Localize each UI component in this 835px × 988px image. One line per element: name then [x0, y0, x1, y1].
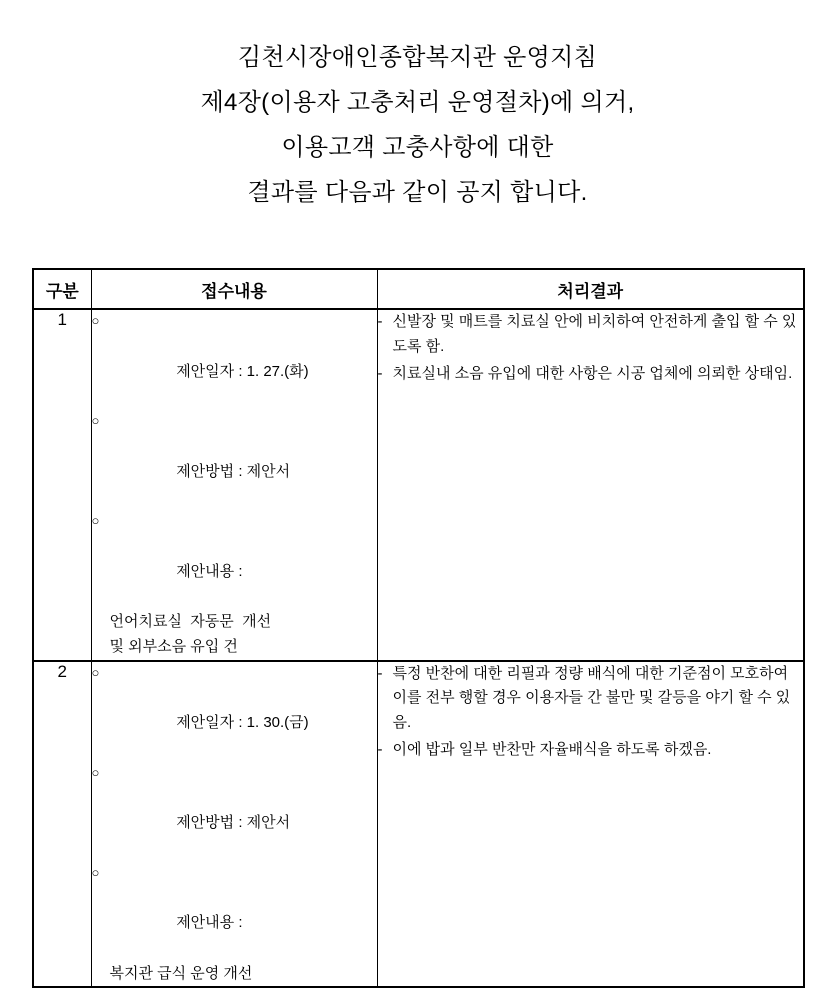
page-title — [0, 0, 835, 205]
list-item — [92, 510, 377, 609]
table-row — [33, 661, 804, 988]
column-header-result: 처리결과 — [377, 269, 804, 309]
list-item-label: 특정 반찬에 대한 리필과 정량 배식에 대한 기준점이 모호하여 이를 전부 행할 경우 이용자들 간 불만 및 갈등을 야기 할 수 있음. — [392, 664, 791, 731]
dash-bullet-icon: - — [377, 664, 383, 682]
column-header-received: 접수내용 — [91, 269, 377, 309]
list-item — [92, 762, 377, 861]
title-line-3: 이용고객 고충사항에 대한 — [281, 134, 554, 161]
list-item-label: 제안내용 : — [176, 562, 243, 580]
list-item-label: 제안방법 : 제안서 — [176, 814, 291, 831]
list-item-label: 치료실내 소음 유입에 대한 사항은 시공 업체에 의뢰한 상태임. — [392, 364, 793, 382]
list-item — [92, 862, 377, 961]
table-row — [33, 309, 804, 661]
dash-bullet-icon: - — [377, 313, 383, 330]
list-item — [92, 410, 377, 509]
result-list — [378, 310, 804, 386]
circle-bullet-icon: ○ — [91, 864, 100, 880]
notice-table — [32, 268, 805, 988]
title-line-1: 김천시장애인종합복지관 운영지침 — [237, 44, 598, 71]
row-number: 1 — [33, 309, 91, 661]
list-item — [378, 310, 804, 360]
row-result-content — [377, 309, 804, 661]
title-line-4: 결과를 다음과 같이 공지 합니다. — [247, 179, 588, 206]
circle-bullet-icon: ○ — [91, 513, 100, 528]
dash-bullet-icon: - — [377, 740, 383, 758]
circle-bullet-icon: ○ — [91, 313, 100, 328]
list-item-label: 제안일자 : 1. 30.(금) — [176, 714, 309, 731]
list-item-label: 신발장 및 매트를 치료실 안에 비치하여 안전하게 출입 할 수 있도록 함. — [392, 313, 797, 355]
received-detail-line: 복지관 급식 운영 개선 — [109, 964, 253, 982]
received-list — [92, 662, 377, 961]
received-detail-line: 언어치료실 자동문 개선 — [109, 613, 272, 630]
dash-bullet-icon: - — [377, 364, 383, 382]
list-item-label: 이에 밥과 일부 반찬만 자율배식을 하도록 하겠음. — [392, 740, 712, 758]
row-result-content — [377, 661, 804, 988]
circle-bullet-icon: ○ — [91, 413, 100, 428]
list-item — [378, 662, 804, 736]
circle-bullet-icon: ○ — [91, 664, 100, 680]
list-item-label: 제안내용 : — [176, 914, 243, 931]
notice-table-wrapper — [32, 268, 803, 988]
list-item — [378, 362, 804, 387]
row-received-content — [91, 309, 377, 661]
list-item — [92, 662, 377, 761]
received-list — [92, 310, 377, 609]
list-item-label: 제안일자 : 1. 27.(화) — [176, 362, 309, 380]
row-received-content — [91, 661, 377, 988]
list-item — [378, 738, 804, 763]
column-header-division: 구분 — [33, 269, 91, 309]
result-list — [378, 662, 804, 763]
circle-bullet-icon: ○ — [91, 764, 100, 780]
list-item-label: 제안방법 : 제안서 — [176, 462, 291, 480]
table-header-row — [33, 269, 804, 309]
received-detail-line: 및 외부소음 유입 건 — [109, 637, 238, 655]
list-item — [92, 310, 377, 409]
row-number: 2 — [33, 661, 91, 988]
title-line-2: 제4장(이용자 고충처리 운영절차)에 의거, — [200, 89, 635, 116]
